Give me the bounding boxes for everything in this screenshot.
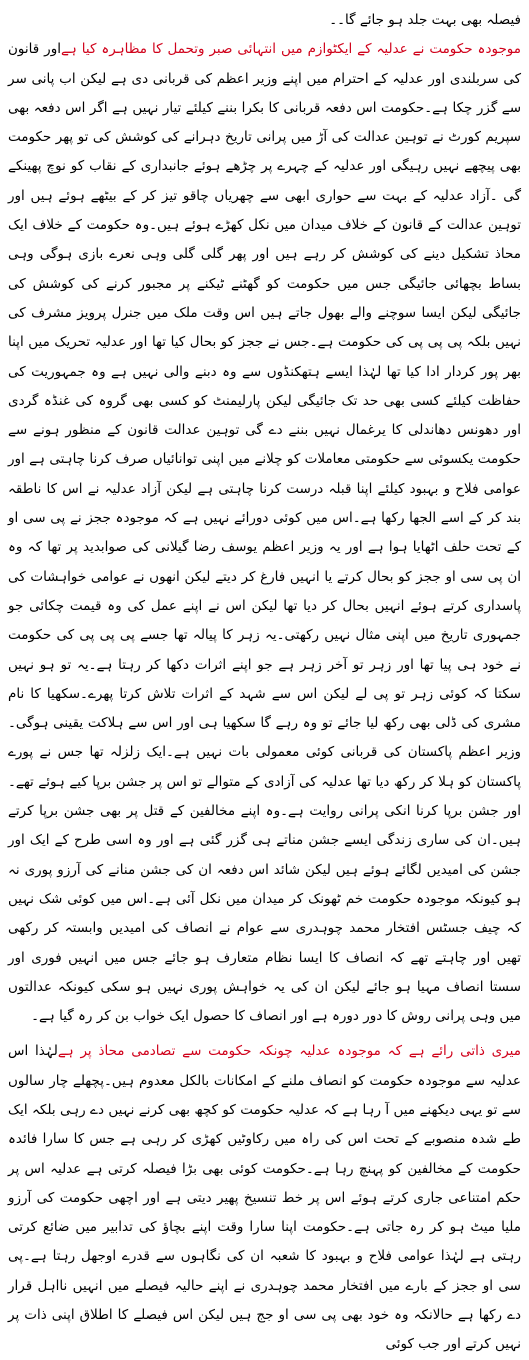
paragraph-2-highlight: میری ذاتی رائے ہے کہ موجودہ عدلیہ چونکہ حکومت سے تصادمی محاذ پر ہے: [57, 1043, 521, 1060]
paragraph-1: [8, 35, 521, 1031]
paragraph-2-body: لہٰذا اس عدلیہ سے موجودہ حکومت کو انصاف ملنے کے امکانات بالکل معدوم ہیں۔پچھلے چار سالوں سے تو یہی دیکھنے میں آ رہا ہے کہ عدلیہ حکومت کو کچھ بھی کرنے نہیں دے رہی بلکہ ایک طے شدہ منصوبے کے تحت اس کی راہ میں رکاوٹیں کھڑی کر رہی ہے جس کا سارا فائدہ حکومت کے مخالفین کو پہنچ رہا ہے۔حکومت کوئی بھی بڑا فیصلہ کرتی ہے عدلیہ اس پر حکم امتناعی جاری کرتے ہوئے اس پر خط تنسیخ پھیر دیتی ہے اور اچھی حکومت کی آرزو ملیا میٹ ہو کر رہ جاتی ہے۔حکومت اپنا سارا وقت اپنے بچاؤ کی تدابیر میں ضائع کرتی رہتی ہے لہٰذا عوامی فلاح و بہبود کا شعبہ ان کی نگاہوں سے قدرے اوجھل رہتا ہے۔پی سی او ججز کے بارے میں افتخار محمد چوہدری نے اپنے حالیہ فیصلے میں انہیں نااہل قرار دے رکھا ہے حالانکہ وہ خود بھی پی سی او جج ہیں لیکن اس فیصلے کا اطلاق اپنی ذات پر نہیں کرتے اور جب کوئی: [8, 1043, 521, 1353]
paragraph-1-body: اور قانون کی سربلندی اور عدلیہ کے احترام میں اپنے وزیر اعظم کی قربانی دی ہے لیکن اب پانی سر سے گزر چکا ہے۔حکومت اس دفعہ قربانی کا بکرا بننے کیلئے تیار نہیں ہے اگر اس دفعہ بھی سپریم کورٹ نے توہین عدالت کی آڑ میں پرانی تاریخ دہرانے کی کوشش کی تو پھر حکومت بھی پیچھے نہیں رہیگی اور عدلیہ کے چہرے پر چڑھے ہوئے جانبداری کے نقاب کو نوچ پھینکے گی ۔آزاد عدلیہ کے بہت سے حواری ابھی سے چھریاں چاقو تیز کر کے بیٹھے ہوئے ہیں اور توہین عدالت کے قانون کے خلاف میدان میں نکل کھڑے ہوئے ہیں۔وہ حکومت کے خلاف ایک محاذ تشکیل دینے کی کوشش کر رہے ہیں اور پھر گلی گلی وہی نعرے بازی ہوگی وہی بساط بچھائی جائیگی جس میں حکومت کو گھٹنے ٹیکنے پر مجبور کرنے کی کوشش کی جائیگی لیکن ایسا سوچنے والے بھول جاتے ہیں اس وقت ملک میں جنرل پرویز مشرف کی نہیں بلکہ پی پی پی کی حکومت ہے۔جس نے ججز کو بحال کیا تھا اور عدلیہ تحریک میں اپنا بھر پور کردار ادا کیا تھا لہٰذا ایسے ہتھکنڈوں سے وہ دبنے والی نہیں ہے وہ جمہوریت کی حفاظت کیلئے کسی بھی حد تک جائیگی لیکن پارلیمنٹ کو کسی بھی گروہ کی غنڈہ گردی اور دھونس دھاندلی کا یرغمال نہیں بننے دے گی توہین عدالت قانون کے منظور ہونے سے حکومت یکسوئی سے حکومتی معاملات کو چلانے میں اپنی توانائیاں صرف کرنا چاہتی ہے اور عوامی فلاح و بہبود کیلئے اپنا قبلہ درست کرنا چاہتی ہے لیکن آزاد عدلیہ نے اس کا ناطقہ بند کر کے اسے الجھا رکھا ہے۔اس میں کوئی دورائے نہیں ہے کہ موجودہ ججز نے پی سی او کے تحت حلف اٹھایا ہوا ہے اور یہ وزیر اعظم یوسف رضا گیلانی کی صوابدید پر تھا کہ وہ ان پی سی او ججز کو بحال کرتے یا انہیں فارغ کر دیتے لیکن انھوں نے عوامی خواہشات کی پاسداری کرتے ہوئے انہیں بحال کر دیا تھا لیکن اس نے اپنے عمل کی وہ قیمت چکائی جو جمہوری تاریخ میں اپنی مثال نہیں رکھتی۔یہ زہر کا پیالہ تھا جسے پی پی پی کی حکومت نے خود ہی پیا تھا اور زہر تو آخر زہر ہے جو اپنے اثرات دکھا کر رہتا ہے۔یہ تو ہو نہیں سکتا کہ کوئی زہر تو پی لے لیکن اس سے شہد کے اثرات تلاش کرتا پھرے۔سکھیا کا نام مشری کی ڈلی بھی رکھ لیا جائے تو وہ رہے گا سکھیا ہی اور اس سے ہلاکت یقینی ہوگی۔وزیر اعظم پاکستان کی قربانی کوئی معمولی بات نہیں ہے۔ایک زلزلہ تھا جس نے پورے پاکستان کو ہلا کر رکھ دیا تھا عدلیہ کی آزادی کے متوالے تو اس پر جشن برپا کیے ہوئے تھے۔اور جشن برپا کرنا انکی پرانی روایت ہے۔وہ اپنے مخالفین کے قتل پر بھی جشن برپا کرتے ہیں۔ان کی ساری زندگی ایسے جشن مناتے ہی گزر گئی ہے اور وہ اسی طرح کے ایک اور جشن کی امیدیں لگائے ہوئے ہیں لیکن شائد اس دفعہ ان کی جشن منانے کی آرزو پوری نہ ہو کیونکہ موجودہ حکومت خم ٹھونک کر میدان میں نکل آئی ہے۔اس میں کوئی شک نہیں کہ چیف جسٹس افتخار محمد چوہدری سے عوام نے انصاف کی امیدیں وابستہ کر رکھی تھیں اور چاہتے تھے کہ انصاف کا ایسا نظام متعارف ہو جائے جس میں انہیں فوری اور سستا انصاف مہیا ہو جائے لیکن ان کی یہ خواہش پوری نہیں ہو سکی کیونکہ عدالتوں میں وہی پرانی روش کا دور دورہ ہے اور انصاف کا حصول ایک خواب بن کر رہ گیا ہے۔: [8, 41, 521, 1025]
paragraph-1-highlight: موجودہ حکومت نے عدلیہ کے ایکٹوازم میں انتہائی صبر وتحمل کا مظاہرہ کیا ہے: [60, 41, 521, 58]
opening-line: فیصلہ بھی بہت جلد ہو جائے گا۔۔: [329, 12, 521, 28]
paragraph-2: [8, 1037, 521, 1359]
